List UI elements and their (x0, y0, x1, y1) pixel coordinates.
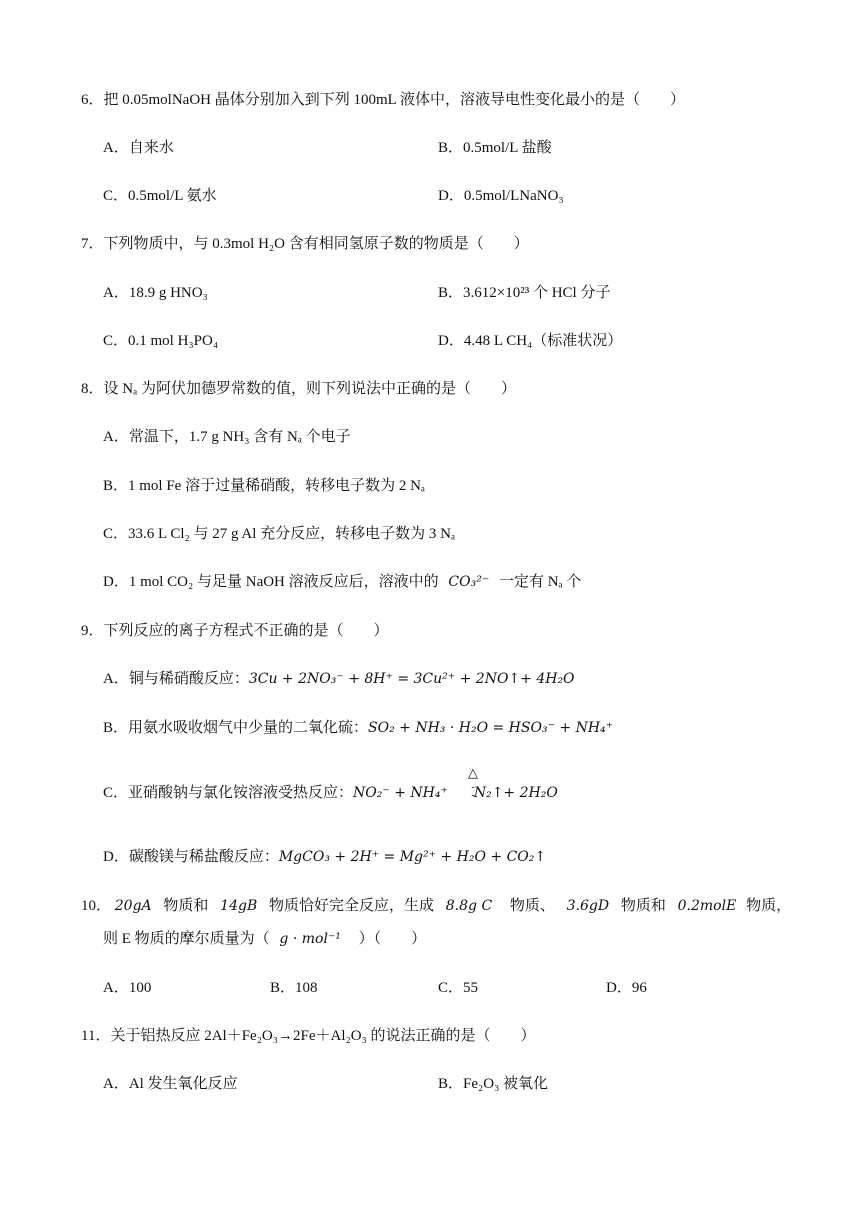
q8-option-a: A．常温下，1.7 g NH₃ 含有 Nₐ 个电子 (103, 429, 351, 445)
q10-option-a: A．100 (103, 980, 152, 996)
mass-b: 14gB (220, 898, 258, 914)
q7-option-a: A．18.9 g HNO₃ (103, 285, 208, 301)
moles-e: 0.2molE (677, 898, 737, 914)
carbonate-ion-formula: CO₃²⁻ (448, 574, 490, 590)
ionic-equation-left: NO₂⁻ + NH₄⁺ (353, 785, 448, 801)
question-text: 下列反应的离子方程式不正确的是（ ） (103, 623, 389, 639)
q6-option-a: A．自来水 (103, 140, 174, 156)
q10-option-d: D．96 (606, 980, 647, 996)
question-7-stem (81, 234, 529, 254)
question-10-line-2 (103, 929, 426, 949)
ionic-equation: 3Cu + 2NO₃⁻ + 8H⁺ = 3Cu²⁺ + 2NO↑+ 4H₂O (248, 671, 575, 687)
q8-option-b: B．1 mol Fe 溶于过量稀硝酸，转移电子数为 2 Nₐ (103, 478, 426, 494)
question-text: 关于铝热反应 2Al＋Fe₂O₃→2Fe＋Al₂O₃ 的说法正确的是（ ） (110, 1028, 536, 1044)
text-fragment: 物质和 (620, 898, 666, 914)
option-text: C．亚硝酸钠与氯化铵溶液受热反应： (103, 785, 354, 801)
text-fragment: 物质， (746, 898, 792, 914)
question-9-stem (81, 621, 389, 641)
q6-option-d: D．0.5mol/LNaNO₃ (438, 188, 564, 204)
q10-option-c: C．55 (438, 980, 479, 996)
mass-d: 3.6gD (566, 898, 610, 914)
ionic-equation: SO₂ + NH₃ · H₂O = HSO₃⁻ + NH₄⁺ (368, 720, 614, 736)
q8-option-c: C．33.6 L Cl₂ 与 27 g Al 充分反应，转移电子数为 3 Nₐ (103, 526, 456, 542)
option-text: A．铜与稀硝酸反应： (103, 671, 249, 687)
text-fragment: 物质和 (163, 898, 209, 914)
q9-option-b (103, 718, 613, 738)
question-number: 8． (81, 381, 104, 397)
q6-option-c: C．0.5mol/L 氨水 (103, 188, 217, 204)
heat-triangle-icon: △ (468, 765, 478, 780)
question-number: 11． (81, 1028, 111, 1044)
question-6-stem (81, 90, 685, 110)
q8-option-d (103, 572, 581, 592)
ionic-equation: MgCO₃ + 2H⁺ = Mg²⁺ + H₂O + CO₂↑ (278, 849, 547, 865)
molar-mass-unit: g · mol⁻¹ (279, 931, 341, 947)
q10-option-b: B．108 (270, 980, 318, 996)
mass-c: 8.8g C (445, 898, 493, 914)
ionic-equation-right: N₂↑+ 2H₂O (473, 785, 558, 801)
question-8-stem (81, 379, 516, 399)
question-text: 设 Nₐ 为阿伏加德罗常数的值，则下列说法中正确的是（ ） (103, 381, 516, 397)
q6-option-b: B．0.5mol/L 盐酸 (438, 140, 552, 156)
text-fragment: ）（ ） (358, 931, 427, 947)
q7-option-c: C．0.1 mol H₃PO₄ (103, 333, 219, 349)
q9-option-c (103, 783, 558, 803)
q7-option-b: B．3.612×10²³ 个 HCl 分子 (438, 285, 611, 301)
heating-condition: △ - - (468, 765, 478, 801)
option-text: B．用氨水吸收烟气中少量的二氧化硫： (103, 720, 369, 736)
question-10-line-1 (81, 896, 791, 916)
question-number: 9． (81, 623, 104, 639)
question-text: 把 0.05molNaOH 晶体分别加入到下列 100mL 液体中，溶液导电性变化最小的是（ ） (103, 92, 686, 108)
question-text: 下列物质中，与 0.3mol H₂O 含有相同氢原子数的物质是（ ） (103, 236, 529, 252)
q9-option-d (103, 847, 546, 867)
mass-a: 20gA (114, 898, 152, 914)
question-11-stem (81, 1026, 536, 1046)
question-number: 6． (81, 92, 104, 108)
question-number: 10． (81, 898, 112, 914)
option-text: D．1 mol CO₂ 与足量 NaOH 溶液反应后，溶液中的 (103, 574, 439, 590)
q11-option-b: B．Fe₂O₃ 被氧化 (438, 1076, 549, 1092)
text-fragment: 物质恰好完全反应，生成 (269, 898, 435, 914)
q7-option-d: D．4.48 L CH₄（标准状况） (438, 333, 623, 349)
q9-option-a (103, 669, 575, 689)
text-fragment: 则 E 物质的摩尔质量为（ (103, 931, 270, 947)
q11-option-a: A．Al 发生氧化反应 (103, 1076, 238, 1092)
option-text: D．碳酸镁与稀盐酸反应： (103, 849, 279, 865)
question-number: 7． (81, 236, 104, 252)
option-text-tail: 一定有 Nₐ 个 (498, 574, 582, 590)
text-fragment: 物质、 (509, 898, 555, 914)
